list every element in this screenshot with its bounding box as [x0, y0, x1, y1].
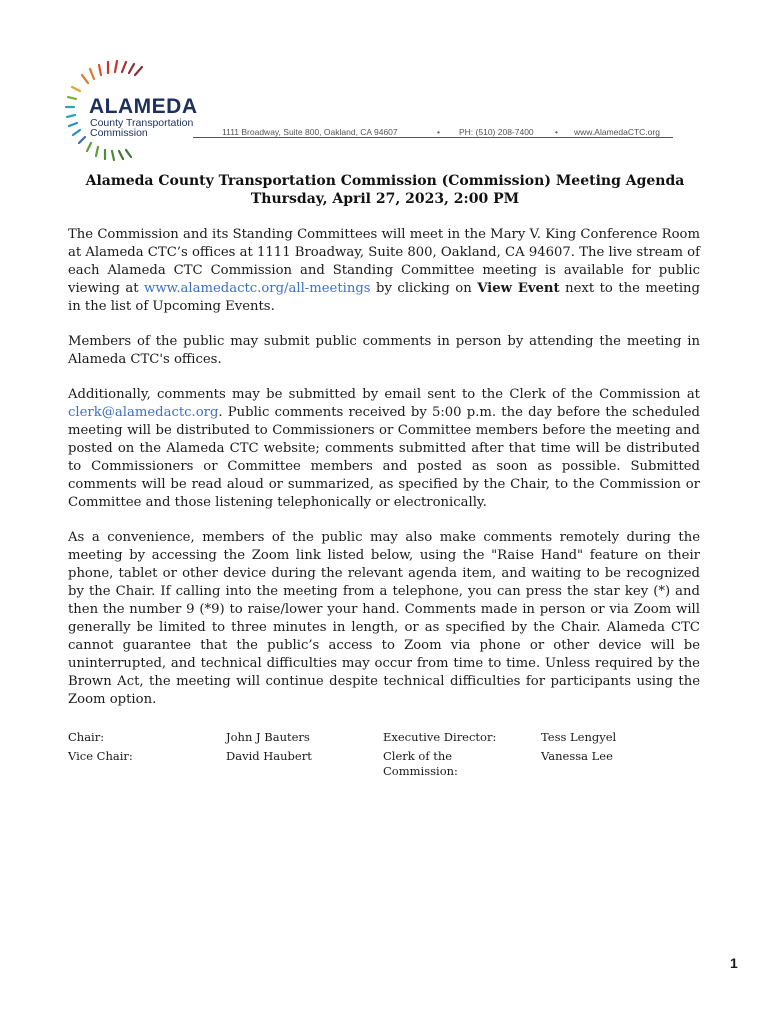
agenda-title: Alameda County Transportation Commission (Commission) Meeting Agenda: [85, 173, 685, 189]
in-person-comments-paragraph: Members of the public may submit public comments in person by attending the meeting in Alameda CTC's offices.: [68, 334, 700, 367]
letterhead-separator: •: [555, 127, 558, 137]
paragraph-text: next to the meeting in the list of Upcoming Events.: [68, 281, 700, 314]
email-comments-paragraph: [68, 386, 700, 512]
chair-label: Chair:: [68, 730, 105, 744]
agenda-date: Thursday, April 27, 2023, 2:00 PM: [250, 191, 520, 207]
org-name: ALAMEDA: [89, 95, 198, 118]
clerk-email-link[interactable]: clerk@alamedactc.org: [68, 405, 219, 420]
executive-director-label: Executive Director:: [383, 730, 497, 744]
org-subtitle: County Transportation Commission: [90, 117, 194, 139]
page-number: 1: [730, 955, 738, 971]
chair-name: John J Bauters: [226, 730, 310, 744]
view-event-text: View Event: [477, 281, 560, 296]
paragraph-text: Additionally, comments may be submitted by email sent to the Clerk of the Commission at: [68, 387, 700, 402]
paragraph-text: The Commission and its Standing Committees will meet in the Mary V. King Conference Room at Alameda CTC’s offices at 1111 Broadway, Suite 800, Oakland, CA 94607. The live stream of each Alameda CTC Commission and Standing Committee meeting is available for public viewing at: [68, 227, 700, 296]
paragraph-text: by clicking on: [370, 281, 478, 296]
paragraph-text: . Public comments received by 5:00 p.m. the day before the scheduled meeting will be distributed to Commissioners or Committee members before the meeting and posted on the Alameda CTC website; comments submitted after that time will be distributed to Commissioners or Committee members and posted as soon as possible. Submitted comments will be read aloud or summarized, as specified by the Chair, to the Commission or Committee and those listening telephonically or electronically.: [68, 405, 700, 510]
clerk-name: Vanessa Lee: [541, 749, 613, 763]
clerk-label: Clerk of the Commission:: [383, 749, 458, 778]
letterhead-separator: •: [437, 127, 440, 137]
remote-comments-paragraph: As a convenience, members of the public may also make comments remotely during the meeting by accessing the Zoom link listed below, using the "Raise Hand" feature on their phone, tablet or other device during the relevant agenda item, and waiting to be recognized by the Chair. If calling into the meeting from a telephone, you can press the star key (*) and then the number 9 (*9) to raise/lower your hand. Comments made in person or via Zoom will generally be limited to three minutes in length, or as specified by the Chair. Alameda CTC cannot guarantee that the public’s access to Zoom via phone or other device will be uninterrupted, and technical difficulties may occur from time to time. Unless required by the Brown Act, the meeting will continue despite technical difficulties for participants using the Zoom option.: [68, 530, 700, 707]
letterhead-address: 1111 Broadway, Suite 800, Oakland, CA 94607: [222, 127, 398, 137]
letterhead-phone: PH: (510) 208-7400: [459, 127, 534, 137]
meeting-location-paragraph: [68, 226, 700, 316]
executive-director-name: Tess Lengyel: [541, 730, 617, 744]
vice-chair-name: David Haubert: [226, 749, 312, 763]
all-meetings-link[interactable]: www.alamedactc.org/all-meetings: [144, 281, 371, 296]
letterhead-website[interactable]: www.AlamedaCTC.org: [574, 127, 660, 137]
vice-chair-label: Vice Chair:: [68, 749, 133, 763]
